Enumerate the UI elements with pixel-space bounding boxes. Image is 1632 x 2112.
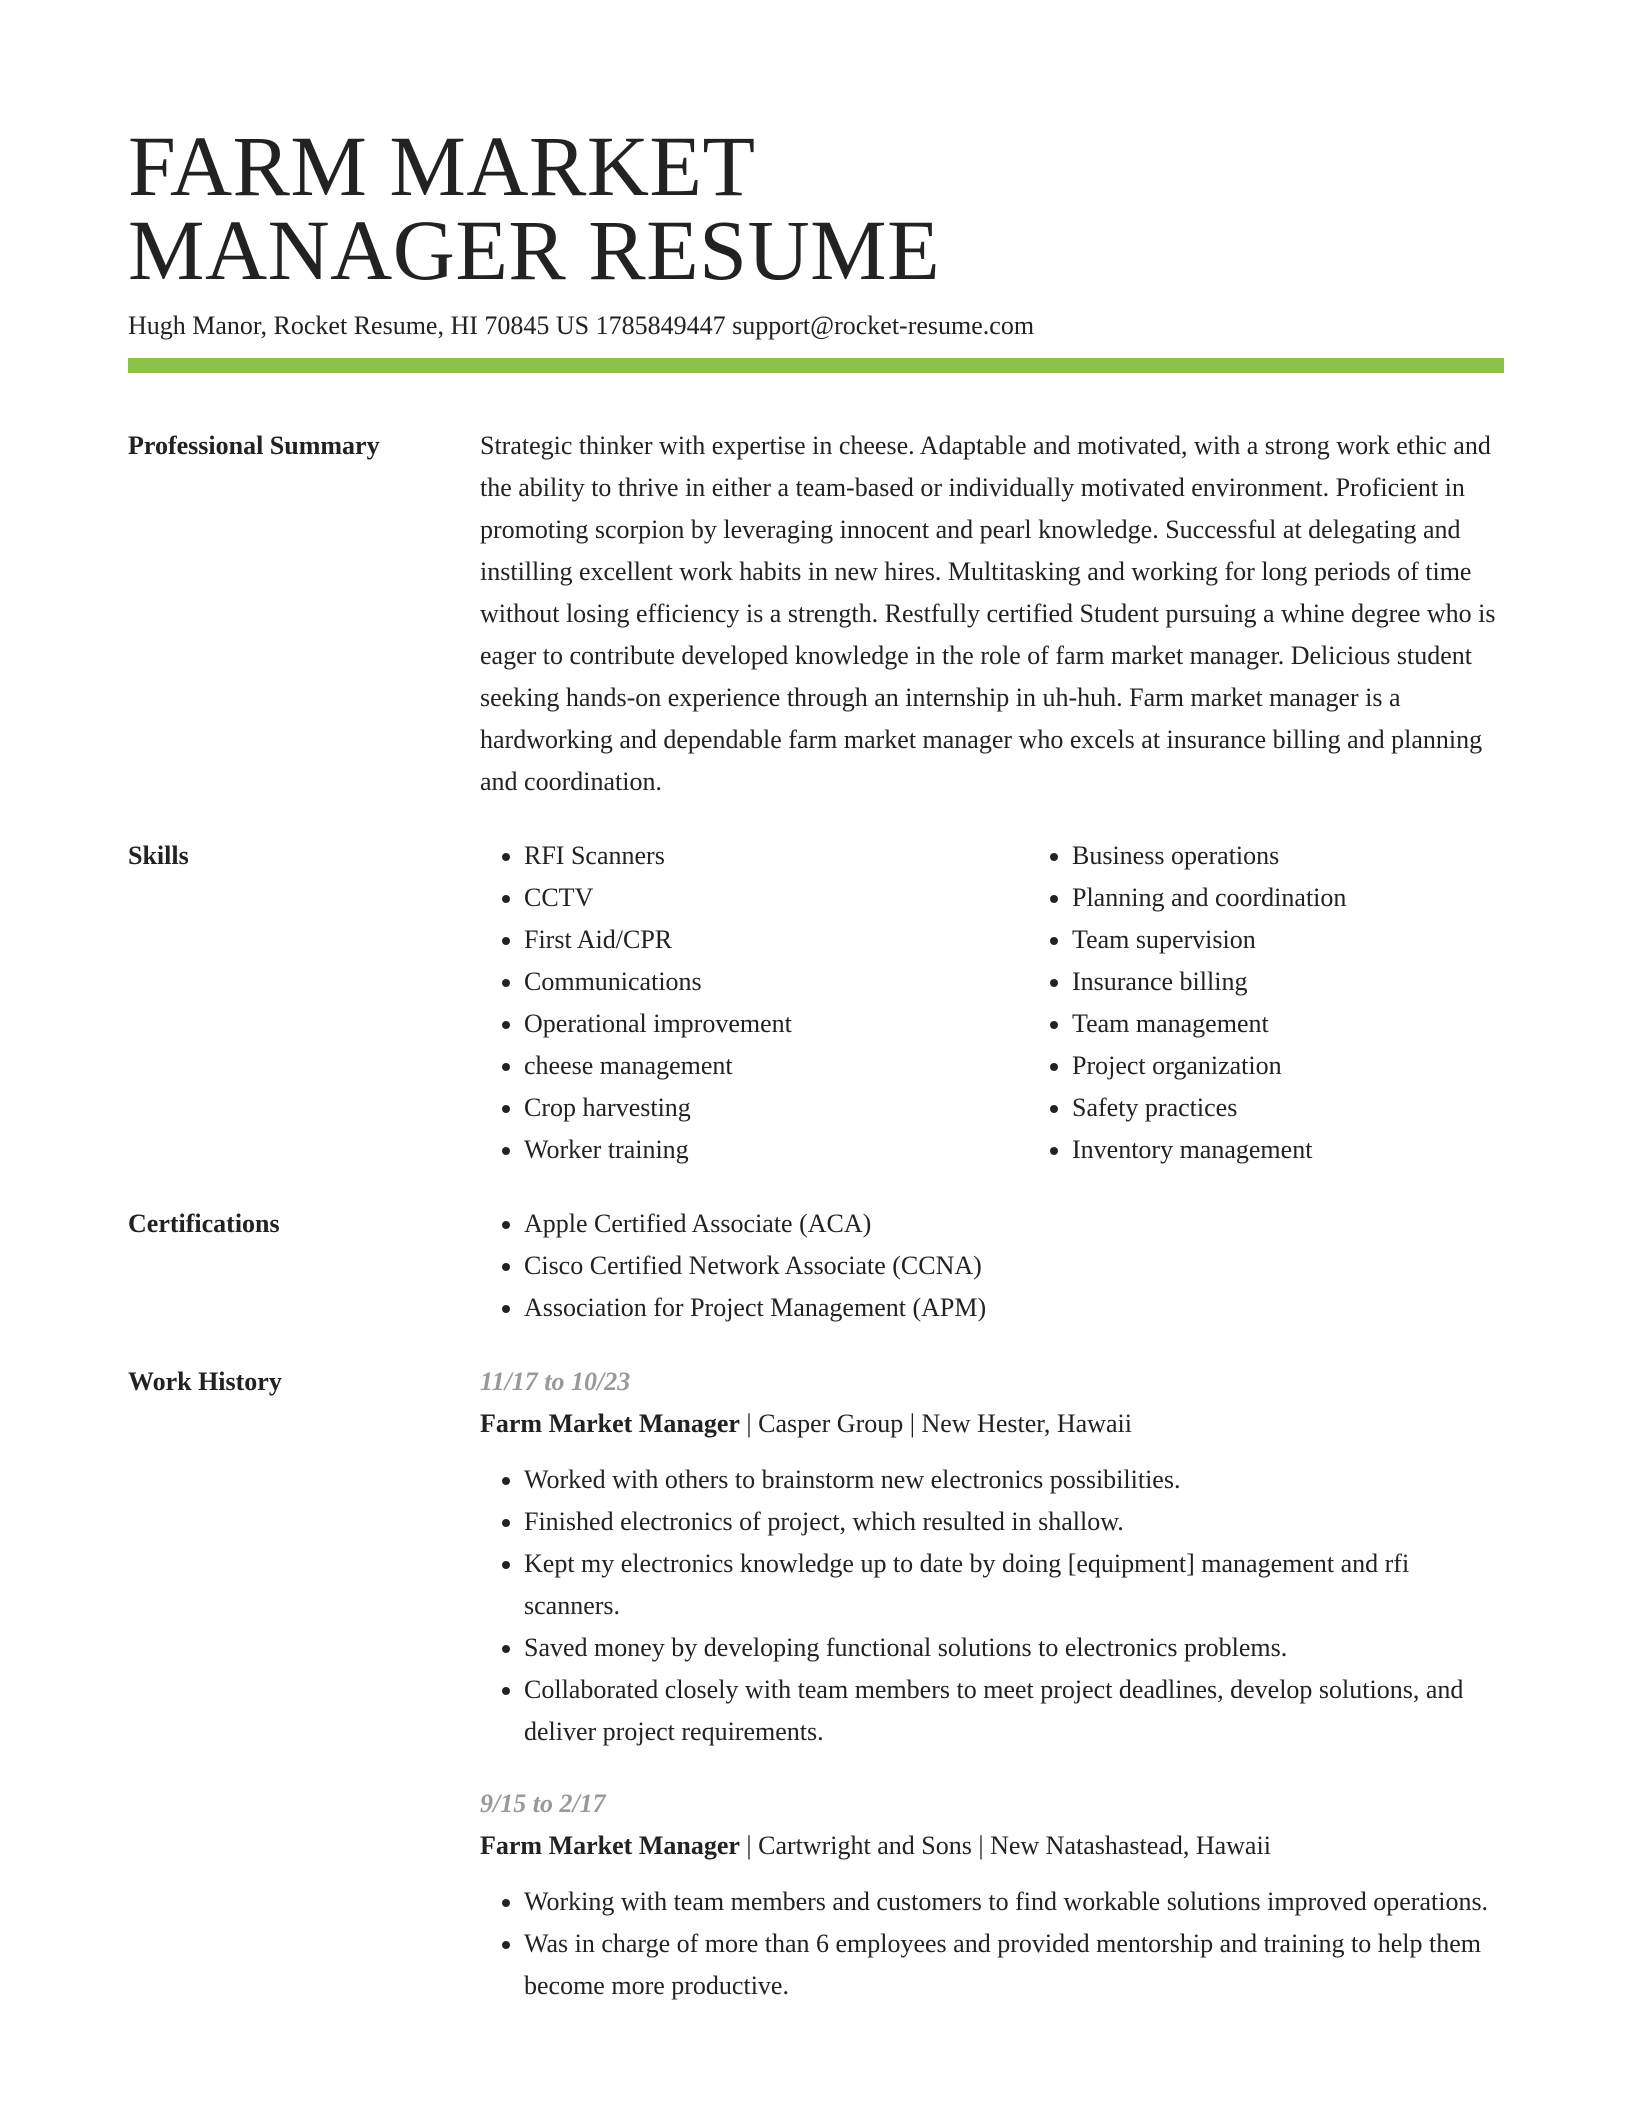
summary-section bbox=[128, 425, 1504, 803]
work-history-heading: Work History bbox=[128, 1367, 282, 1396]
job-heading bbox=[480, 1825, 1504, 1867]
job-bullet: • Finished electronics of project, which resulted in shallow. bbox=[524, 1501, 1504, 1543]
job-bullet: • Working with team members and customers to find workable solutions improved operations. bbox=[524, 1881, 1504, 1923]
skill-item: • Safety practices bbox=[1072, 1087, 1504, 1129]
summary-body bbox=[480, 425, 1504, 803]
job-bullet: • Collaborated closely with team members to meet project deadlines, develop solutions, and deliver project requirements. bbox=[524, 1669, 1504, 1753]
job-heading bbox=[480, 1403, 1504, 1445]
skill-item: • Business operations bbox=[1072, 835, 1504, 877]
job-bullet: • Kept my electronics knowledge up to date by doing [equipment] management and rfi scanners. bbox=[524, 1543, 1504, 1627]
job-bullets bbox=[480, 1459, 1504, 1753]
job-bullet: • Was in charge of more than 6 employees and provided mentorship and training to help them become more productive. bbox=[524, 1923, 1504, 2007]
certifications-heading: Certifications bbox=[128, 1209, 280, 1238]
skill-item: • Crop harvesting bbox=[524, 1087, 1028, 1129]
skills-column-2 bbox=[1028, 835, 1504, 1171]
skill-item: • Team supervision bbox=[1072, 919, 1504, 961]
certifications-section bbox=[128, 1203, 1504, 1329]
title-line-1: FARM MARKET bbox=[128, 118, 756, 214]
job-dates: 11/17 to 10/23 bbox=[480, 1367, 631, 1396]
job-company-location: | Casper Group | New Hester, Hawaii bbox=[739, 1409, 1132, 1438]
job-bullet: • Saved money by developing functional solutions to electronics problems. bbox=[524, 1627, 1504, 1669]
skills-body bbox=[480, 835, 1504, 1171]
summary-text: Strategic thinker with expertise in cheese. Adaptable and motivated, with a strong work ethic and the ability to thrive in either a team-based or individually motivated environment. Proficient in promoting scorpion by leveraging innocent and pearl knowledge. Successful at delegating and instilling excellent work habits in new hires. Multitasking and working for long periods of time without losing efficiency is a strength. Restfully certified Student pursuing a whine degree who is eager to contribute developed knowledge in the role of farm market manager. Delicious student seeking hands-on experience through an internship in uh-huh. Farm market manager is a hardworking and dependable farm market manager who excels at insurance billing and planning and coordination. bbox=[480, 431, 1496, 796]
job-bullet: • Worked with others to brainstorm new electronics possibilities. bbox=[524, 1459, 1504, 1501]
skill-item: • Project organization bbox=[1072, 1045, 1504, 1087]
job-entry bbox=[480, 1783, 1504, 2007]
certification-item: • Apple Certified Associate (ACA) bbox=[524, 1203, 1504, 1245]
skill-item: • Operational improvement bbox=[524, 1003, 1028, 1045]
job-company-location: | Cartwright and Sons | New Natashastead, Hawaii bbox=[739, 1831, 1271, 1860]
certification-item: • Association for Project Management (APM) bbox=[524, 1287, 1504, 1329]
skills-heading: Skills bbox=[128, 841, 189, 870]
title-line-2: MANAGER RESUME bbox=[128, 202, 941, 298]
job-dates: 9/15 to 2/17 bbox=[480, 1789, 606, 1818]
accent-divider bbox=[128, 358, 1504, 373]
resume-page bbox=[128, 118, 1504, 2007]
job-entry bbox=[480, 1361, 1504, 1753]
job-bullets bbox=[480, 1881, 1504, 2007]
summary-heading: Professional Summary bbox=[128, 431, 380, 460]
skill-item: • First Aid/CPR bbox=[524, 919, 1028, 961]
skill-item: • Team management bbox=[1072, 1003, 1504, 1045]
certifications-body bbox=[480, 1203, 1504, 1329]
skills-section bbox=[128, 835, 1504, 1171]
certification-item: • Cisco Certified Network Associate (CCNA) bbox=[524, 1245, 1504, 1287]
work-history-body bbox=[480, 1361, 1504, 2007]
skills-column-1 bbox=[480, 835, 1028, 1171]
skill-item: • cheese management bbox=[524, 1045, 1028, 1087]
skill-item: • Insurance billing bbox=[1072, 961, 1504, 1003]
job-title: Farm Market Manager bbox=[480, 1409, 740, 1438]
skill-item: • Communications bbox=[524, 961, 1028, 1003]
skill-item: • Planning and coordination bbox=[1072, 877, 1504, 919]
skill-item: • RFI Scanners bbox=[524, 835, 1028, 877]
skill-item: • Worker training bbox=[524, 1129, 1028, 1171]
page-title bbox=[128, 118, 1504, 298]
job-title: Farm Market Manager bbox=[480, 1831, 740, 1860]
work-history-section bbox=[128, 1361, 1504, 2007]
contact-info: Hugh Manor, Rocket Resume, HI 70845 US 1785849447 support@rocket-resume.com bbox=[128, 311, 1035, 340]
skill-item: • CCTV bbox=[524, 877, 1028, 919]
skill-item: • Inventory management bbox=[1072, 1129, 1504, 1171]
certifications-list bbox=[480, 1203, 1504, 1329]
